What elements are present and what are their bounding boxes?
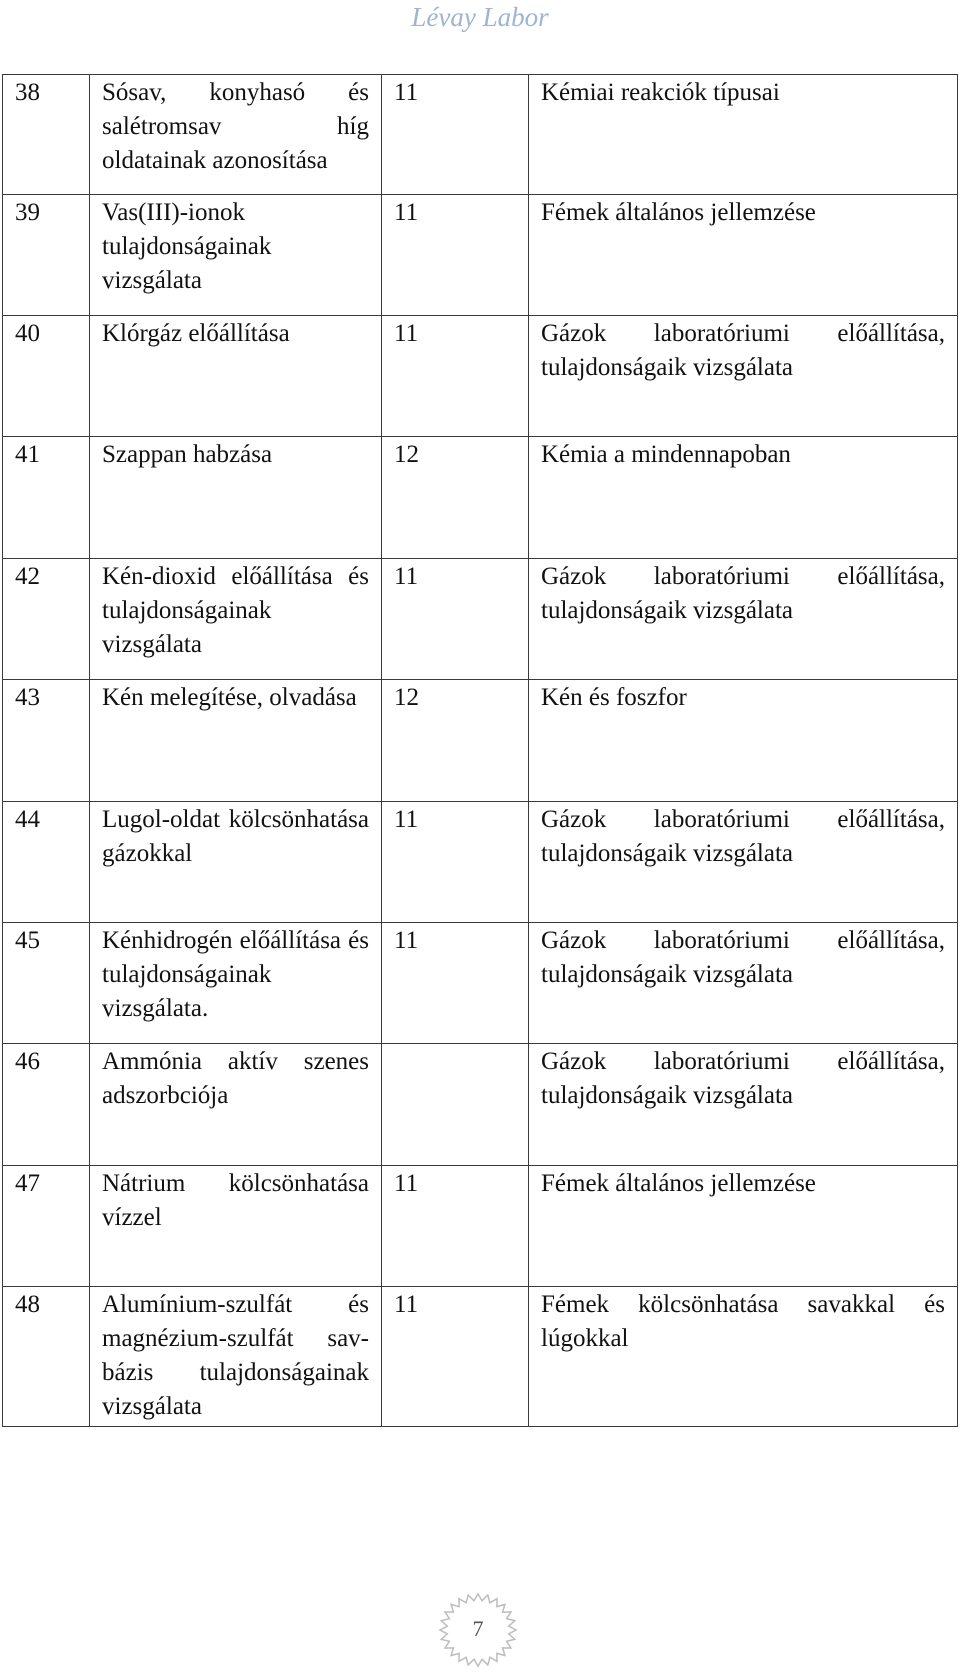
grade: 11 [382,195,529,316]
page-number-badge [428,1590,528,1670]
experiment-name: Ammónia aktív szenes adszorbciója [90,1044,382,1166]
grade: 11 [382,316,529,437]
experiments-table [2,74,958,1427]
row-number: 44 [3,802,90,923]
topic: Fémek általános jellemzése [529,195,958,316]
row-number: 42 [3,559,90,680]
topic: Kén és foszfor [529,680,958,802]
experiment-name: Vas(III)-ionok tulajdonságainak vizsgálata [90,195,382,316]
grade: 12 [382,680,529,802]
topic: Gázok laboratóriumi előállítása, tulajdonságaik vizsgálata [529,802,958,923]
table-row [3,1166,958,1287]
topic: Kémia a mindennapoban [529,437,958,559]
row-number: 39 [3,195,90,316]
topic: Gázok laboratóriumi előállítása, tulajdonságaik vizsgálata [529,923,958,1044]
row-number: 40 [3,316,90,437]
experiment-name: Klórgáz előállítása [90,316,382,437]
table-row [3,923,958,1044]
table-row [3,195,958,316]
experiment-name: Alumínium-szulfát és magnézium-szulfát sav-bázis tulajdonságainak vizsgálata [90,1287,382,1427]
grade: 12 [382,437,529,559]
topic: Gázok laboratóriumi előállítása, tulajdonságaik vizsgálata [529,559,958,680]
experiment-name: Kén-dioxid előállítása és tulajdonságainak vizsgálata [90,559,382,680]
row-number: 38 [3,75,90,195]
topic: Fémek általános jellemzése [529,1166,958,1287]
grade: 11 [382,923,529,1044]
experiment-name: Sósav, konyhasó és salétromsav híg oldatainak azonosítása [90,75,382,195]
topic: Kémiai reakciók típusai [529,75,958,195]
table-row [3,1044,958,1166]
page-number: 7 [472,1616,484,1641]
topic: Fémek kölcsönhatása savakkal és lúgokkal [529,1287,958,1427]
page-header-title: Lévay Labor [411,2,549,32]
grade [382,1044,529,1166]
experiment-name: Nátrium kölcsönhatása vízzel [90,1166,382,1287]
table-row [3,437,958,559]
table-row [3,1287,958,1427]
experiment-name: Szappan habzása [90,437,382,559]
grade: 11 [382,75,529,195]
row-number: 41 [3,437,90,559]
table-row [3,802,958,923]
experiment-name: Kén melegítése, olvadása [90,680,382,802]
grade: 11 [382,1287,529,1427]
table-row [3,680,958,802]
table-row [3,75,958,195]
row-number: 47 [3,1166,90,1287]
grade: 11 [382,559,529,680]
table-row [3,559,958,680]
topic: Gázok laboratóriumi előállítása, tulajdonságaik vizsgálata [529,1044,958,1166]
row-number: 48 [3,1287,90,1427]
grade: 11 [382,802,529,923]
row-number: 46 [3,1044,90,1166]
experiment-name: Lugol-oldat kölcsönhatása gázokkal [90,802,382,923]
row-number: 43 [3,680,90,802]
row-number: 45 [3,923,90,1044]
topic: Gázok laboratóriumi előállítása, tulajdonságaik vizsgálata [529,316,958,437]
experiment-name: Kénhidrogén előállítása és tulajdonságainak vizsgálata. [90,923,382,1044]
table-row [3,316,958,437]
grade: 11 [382,1166,529,1287]
